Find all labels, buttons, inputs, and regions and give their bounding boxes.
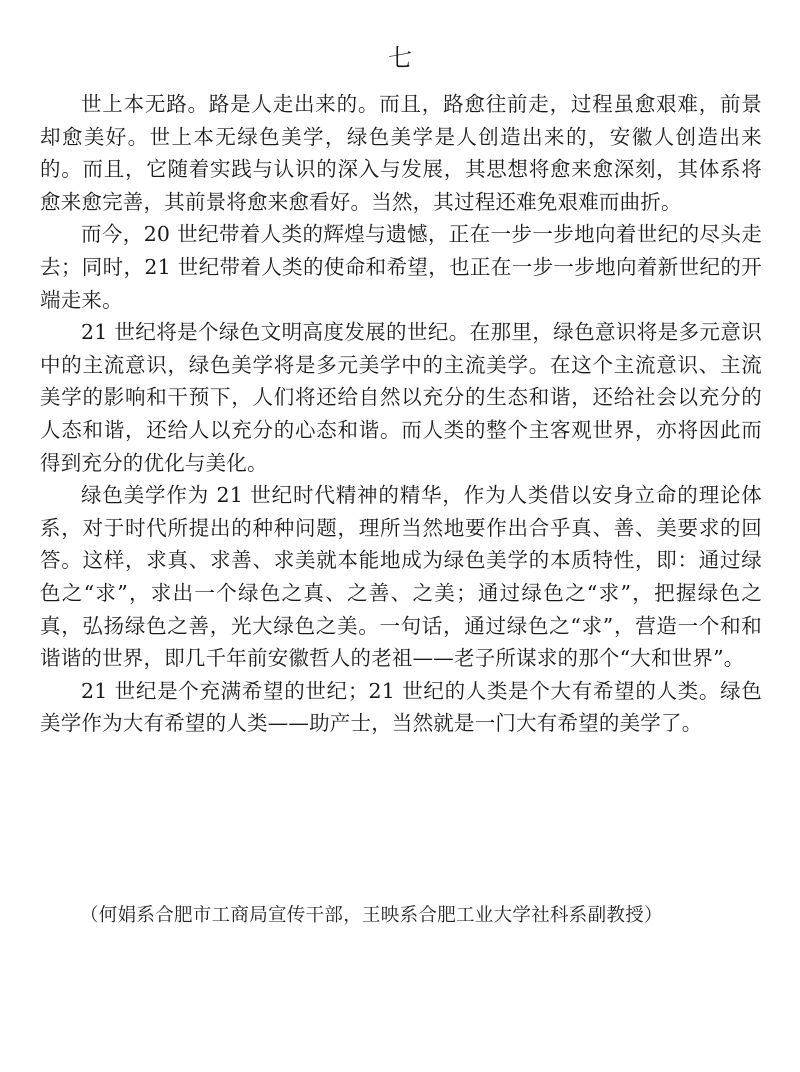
author-attribution: （何娟系合肥市工商局宣传干部，王映系合肥工业大学社科系副教授） [80,905,663,926]
body-text [40,88,762,740]
paragraph: 绿色美学作为 21 世纪时代精神的精华，作为人类借以安身立命的理论体系，对于时代所提出的种种问题，理所当然地要作出合乎真、善、美要求的回答。这样，求真、求善、求美就本能地成为绿色美学的本质特性，即：通过绿色之“求”，求出一个绿色之真、之善、之美；通过绿色之“求”，把握绿色之真，弘扬绿色之善，光大绿色之美。一句话，通过绿色之“求”，营造一个和和谐谐的世界，即几千年前安徽哲人的老祖——老子所谋求的那个“大和世界”。 [40,483,762,671]
paragraph: 而今，20 世纪带着人类的辉煌与遗憾，正在一步一步地向着世纪的尽头走去；同时，21 世纪带着人类的使命和希望，也正在一步一步地向着新世纪的开端走来。 [40,222,762,312]
paragraph: 世上本无路。路是人走出来的。而且，路愈往前走，过程虽愈艰难，前景却愈美好。世上本无绿色美学，绿色美学是人创造出来的，安徽人创造出来的。而且，它随着实践与认识的深入与发展，其思想将愈来愈深刻，其体系将愈来愈完善，其前景将愈来愈看好。当然，其过程还难免艰难而曲折。 [40,92,762,214]
paragraph: 21 世纪是个充满希望的世纪；21 世纪的人类是个大有希望的人类。绿色美学作为大有希望的人类——助产士，当然就是一门大有希望的美学了。 [40,678,762,736]
section-heading: 七 [388,44,412,72]
paragraph: 21 世纪将是个绿色文明高度发展的世纪。在那里，绿色意识将是多元意识中的主流意识，绿色美学将是多元美学中的主流美学。在这个主流意识、主流美学的影响和干预下，人们将还给自然以充分的生态和谐，还给社会以充分的人态和谐，还给人以充分的心态和谐。而人类的整个主客观世界，亦将因此而得到充分的优化与美化。 [40,320,762,475]
